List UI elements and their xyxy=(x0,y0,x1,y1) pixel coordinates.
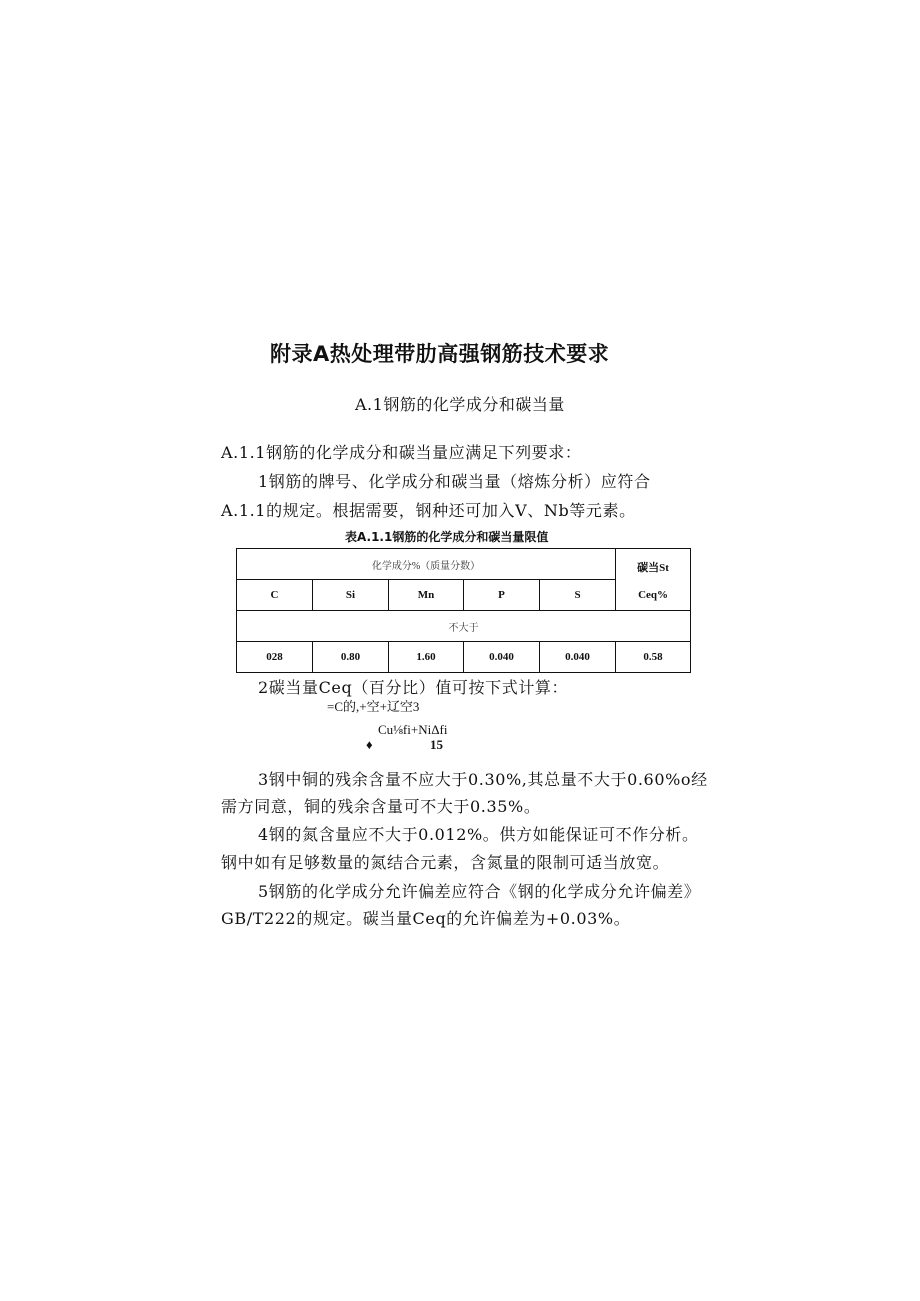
group-header: 化学成分%（质量分数） xyxy=(237,549,616,580)
clause-a11: A.1.1钢筋的化学成分和碳当量应满足下列要求： xyxy=(221,443,582,462)
item3-line1: 3钢中铜的残余含量不应大于0.30%,其总量不大于0.60%o经 xyxy=(258,770,708,789)
formula-symbol: ♦ xyxy=(366,737,373,752)
table-caption: 表A.1.1钢筋的化学成分和碳当量限值 xyxy=(345,530,549,544)
item2: 2碳当量Ceq（百分比）值可按下式计算： xyxy=(258,678,569,697)
table-cell: 028 xyxy=(237,642,313,673)
ceq-header xyxy=(616,549,691,611)
column-header: C xyxy=(237,580,313,611)
table-cell: 1.60 xyxy=(389,642,464,673)
item4-line1: 4钢的氮含量应不大于0.012%。供方如能保证可不作分析。 xyxy=(258,825,699,844)
formula-line1: =C的,+空+辽空3 xyxy=(327,699,420,714)
formula-denominator: 15 xyxy=(430,737,443,752)
ceq-header-line1: 碳当St xyxy=(637,561,669,574)
column-header: P xyxy=(464,580,540,611)
item3-line2: 需方同意，铜的残余含量可不大于0.35%。 xyxy=(221,797,541,816)
item1-line1: 1钢筋的牌号、化学成分和碳当量（熔炼分析）应符合 xyxy=(258,472,651,491)
table-cell: 0.58 xyxy=(616,642,691,673)
ceq-header-line2: Ceq% xyxy=(638,588,669,601)
table-cell: 0.040 xyxy=(464,642,540,673)
table-cell: 0.80 xyxy=(313,642,389,673)
item4-line2: 钢中如有足够数量的氮结合元素，含氮量的限制可适当放宽。 xyxy=(221,853,670,872)
section-title: A.1钢筋的化学成分和碳当量 xyxy=(355,395,565,414)
item5-line1: 5钢筋的化学成分允许偏差应符合《钢的化学成分允许偏差》 xyxy=(258,882,701,901)
table-cell: 0.040 xyxy=(540,642,616,673)
item1-line2: A.1.1的规定。根据需要，钢种还可加入V、Nb等元素。 xyxy=(221,501,636,520)
column-header: S xyxy=(540,580,616,611)
column-header: Si xyxy=(313,580,389,611)
appendix-title: 附录A热处理带肋高强钢筋技术要求 xyxy=(270,342,610,366)
subheader: 不大于 xyxy=(237,611,691,642)
item5-line2: GB/T222的规定。碳当量Ceq的允许偏差为+0.03%。 xyxy=(221,909,631,928)
formula-line2: Cu⅛fi+NiΔfi xyxy=(378,722,448,737)
composition-table xyxy=(236,548,691,673)
column-header: Mn xyxy=(389,580,464,611)
